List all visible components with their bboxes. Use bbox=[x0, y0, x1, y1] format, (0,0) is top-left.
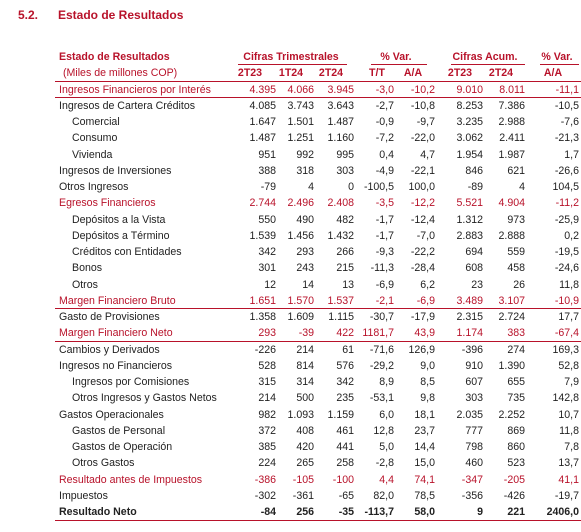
table-subtitle: (Miles de millones COP) bbox=[63, 67, 178, 80]
row-value: 4,7 bbox=[420, 148, 435, 161]
row-value: 607 bbox=[465, 376, 483, 388]
row-value: -356 bbox=[461, 489, 483, 502]
row-value: 43,9 bbox=[414, 327, 435, 340]
row-value: -11,2 bbox=[555, 197, 579, 210]
row-label: Comercial bbox=[72, 116, 120, 128]
row-value: 1.987 bbox=[498, 148, 525, 161]
group-cifras-acum: Cifras Acum. bbox=[452, 51, 518, 63]
row-value: 4,4 bbox=[379, 473, 394, 486]
row-value: 78,5 bbox=[414, 489, 435, 502]
row-value: 243 bbox=[296, 262, 314, 275]
row-value: 1.159 bbox=[327, 408, 354, 421]
row-value: 1.954 bbox=[456, 148, 483, 161]
row-value: 1.432 bbox=[327, 229, 354, 242]
row-label: Vivienda bbox=[72, 148, 113, 161]
row-value: 1.539 bbox=[249, 229, 276, 242]
row-label: Depósitos a Término bbox=[72, 229, 170, 242]
row-value: 6,2 bbox=[420, 278, 435, 291]
row-value: -1,7 bbox=[375, 229, 394, 242]
col-acum-2t24: 2T24 bbox=[488, 67, 514, 80]
row-value: 9.010 bbox=[456, 83, 483, 96]
row-value: 274 bbox=[507, 343, 525, 356]
row-value: 4 bbox=[308, 181, 314, 193]
row-value: -10,9 bbox=[554, 294, 579, 307]
row-value: 973 bbox=[507, 213, 525, 226]
row-value: -7,2 bbox=[375, 132, 394, 145]
row-value: 82,0 bbox=[373, 489, 394, 502]
row-value: 256 bbox=[296, 506, 314, 518]
row-value: -302 bbox=[254, 489, 276, 502]
row-value: 7,9 bbox=[564, 376, 579, 388]
row-value: 420 bbox=[296, 441, 314, 453]
row-value: -1,7 bbox=[375, 213, 394, 226]
row-value: 301 bbox=[258, 262, 276, 275]
row-value: 422 bbox=[336, 327, 354, 340]
group-var-acum: % Var. bbox=[541, 51, 573, 63]
row-value: 1.651 bbox=[249, 294, 276, 307]
row-value: 910 bbox=[465, 359, 483, 372]
row-value: -9,3 bbox=[375, 246, 394, 258]
row-value: 550 bbox=[258, 213, 276, 226]
row-value: 735 bbox=[507, 392, 525, 405]
row-value: 694 bbox=[465, 246, 483, 258]
row-value: 23 bbox=[471, 278, 483, 291]
col-1t24: 1T24 bbox=[278, 67, 304, 80]
row-value: 500 bbox=[296, 392, 314, 405]
row-value: -19,5 bbox=[554, 246, 579, 258]
group-var-trimestral: % Var. bbox=[380, 51, 412, 63]
row-value: -205 bbox=[503, 473, 525, 486]
row-value: 6,0 bbox=[379, 408, 394, 421]
row-value: -3,5 bbox=[375, 197, 394, 210]
row-value: 846 bbox=[465, 164, 483, 177]
row-value: 2.252 bbox=[498, 408, 525, 421]
row-value: 142,8 bbox=[552, 392, 579, 405]
col-aa: A/A bbox=[403, 67, 423, 80]
row-value: -22,1 bbox=[410, 164, 435, 177]
row-value: 58,0 bbox=[414, 506, 435, 518]
row-value: -10,2 bbox=[410, 83, 435, 96]
section-title: Estado de Resultados bbox=[58, 8, 184, 22]
row-value: -347 bbox=[461, 473, 483, 486]
row-value: -19,7 bbox=[554, 489, 579, 502]
row-value: 18,1 bbox=[414, 408, 435, 421]
row-value: 2406,0 bbox=[546, 506, 579, 518]
row-value: 215 bbox=[336, 262, 354, 275]
row-value: 388 bbox=[258, 164, 276, 177]
row-value: -426 bbox=[503, 489, 525, 502]
row-value: -35 bbox=[338, 506, 354, 518]
row-value: -79 bbox=[260, 181, 276, 193]
row-value: 1.358 bbox=[249, 311, 276, 323]
row-label: Consumo bbox=[72, 132, 118, 145]
row-value: 7,8 bbox=[564, 441, 579, 453]
row-label: Egresos Financieros bbox=[59, 197, 156, 210]
col-tt: T/T bbox=[369, 67, 385, 80]
row-value: -0,9 bbox=[375, 116, 394, 128]
row-value: -22,2 bbox=[410, 246, 435, 258]
row-value: 0,2 bbox=[564, 229, 579, 242]
row-value: 1.115 bbox=[328, 311, 354, 323]
row-label: Otros Ingresos bbox=[59, 181, 129, 193]
row-value: 61 bbox=[342, 343, 354, 356]
row-value: 2.411 bbox=[499, 132, 525, 145]
row-value: 860 bbox=[507, 441, 525, 453]
row-value: 1.487 bbox=[327, 116, 354, 128]
row-value: -65 bbox=[338, 489, 354, 502]
row-value: 4.085 bbox=[249, 99, 276, 112]
row-value: 7.386 bbox=[498, 99, 525, 112]
row-value: 13,7 bbox=[558, 457, 579, 470]
row-value: -17,9 bbox=[410, 311, 435, 323]
row-value: 1.537 bbox=[327, 294, 354, 307]
row-value: 461 bbox=[336, 424, 354, 437]
row-value: 13 bbox=[342, 278, 354, 291]
row-value: 3.643 bbox=[327, 99, 354, 112]
row-value: -10,5 bbox=[554, 99, 579, 112]
col-2t24: 2T24 bbox=[318, 67, 344, 80]
row-label: Ingresos Financieros por Interés bbox=[59, 83, 211, 96]
row-value: 383 bbox=[507, 327, 525, 340]
row-value: 17,7 bbox=[558, 311, 579, 323]
row-value: 8,5 bbox=[420, 376, 435, 388]
row-value: 408 bbox=[296, 424, 314, 437]
row-value: 0,4 bbox=[379, 148, 394, 161]
row-value: -67,4 bbox=[554, 327, 579, 340]
row-separator bbox=[55, 520, 581, 521]
row-value: -22,0 bbox=[410, 132, 435, 145]
row-value: 1.312 bbox=[456, 213, 483, 226]
row-value: 2.988 bbox=[498, 116, 525, 128]
row-value: 258 bbox=[336, 457, 354, 470]
row-value: 4 bbox=[519, 181, 525, 193]
row-value: 982 bbox=[258, 408, 276, 421]
row-label: Cambios y Derivados bbox=[59, 343, 160, 356]
row-value: 303 bbox=[465, 392, 483, 405]
row-value: 2.035 bbox=[456, 408, 483, 421]
row-label: Margen Financiero Neto bbox=[59, 327, 173, 340]
row-value: 342 bbox=[336, 376, 354, 388]
row-value: -361 bbox=[292, 489, 314, 502]
row-value: -226 bbox=[254, 343, 276, 356]
row-value: -29,2 bbox=[369, 359, 394, 372]
row-value: 3.062 bbox=[456, 132, 483, 145]
row-value: 523 bbox=[507, 457, 525, 470]
row-value: 2.744 bbox=[249, 197, 276, 210]
row-value: -2,1 bbox=[375, 294, 394, 307]
row-value: 1.647 bbox=[249, 116, 276, 128]
row-value: 814 bbox=[296, 359, 314, 372]
section-number: 5.2. bbox=[18, 8, 39, 22]
row-label: Otros Gastos bbox=[72, 457, 135, 470]
row-value: 385 bbox=[258, 441, 276, 453]
row-value: 235 bbox=[336, 392, 354, 405]
row-value: 14 bbox=[302, 278, 314, 291]
row-value: 995 bbox=[336, 148, 354, 161]
row-value: -11,1 bbox=[555, 83, 579, 96]
row-value: 11,8 bbox=[559, 424, 579, 437]
row-value: -10,8 bbox=[410, 99, 435, 112]
row-value: 104,5 bbox=[552, 181, 579, 193]
row-value: -12,4 bbox=[410, 213, 435, 226]
row-value: -100,5 bbox=[363, 181, 394, 193]
row-label: Ingresos de Cartera Créditos bbox=[59, 99, 196, 112]
row-value: -396 bbox=[461, 343, 483, 356]
row-value: 3.743 bbox=[287, 99, 314, 112]
row-value: -30,7 bbox=[369, 311, 394, 323]
row-value: 1.501 bbox=[287, 116, 314, 128]
row-value: 266 bbox=[336, 246, 354, 258]
row-value: -3,0 bbox=[375, 83, 394, 96]
row-value: 52,8 bbox=[558, 359, 579, 372]
row-value: -24,6 bbox=[554, 262, 579, 275]
row-value: 318 bbox=[296, 164, 314, 177]
col-2t23: 2T23 bbox=[237, 67, 263, 80]
row-value: -89 bbox=[467, 181, 483, 193]
row-value: -9,7 bbox=[416, 116, 435, 128]
row-value: 798 bbox=[465, 441, 483, 453]
row-value: -39 bbox=[298, 327, 314, 340]
row-label: Gastos de Personal bbox=[72, 424, 166, 437]
row-value: -7,0 bbox=[416, 229, 435, 242]
row-value: 951 bbox=[258, 148, 276, 161]
row-value: 5.521 bbox=[456, 197, 483, 210]
row-value: 992 bbox=[296, 148, 314, 161]
row-value: 9,8 bbox=[420, 392, 435, 405]
row-value: 1.174 bbox=[456, 327, 483, 340]
row-value: 214 bbox=[258, 392, 276, 405]
row-value: 2.315 bbox=[456, 311, 483, 323]
row-value: 608 bbox=[465, 262, 483, 275]
row-value: 0 bbox=[348, 181, 354, 193]
row-value: 303 bbox=[336, 164, 354, 177]
row-value: -2,8 bbox=[375, 457, 394, 470]
row-value: 1.390 bbox=[498, 359, 525, 372]
row-value: 3.489 bbox=[456, 294, 483, 307]
row-value: 621 bbox=[507, 164, 525, 177]
row-value: 23,7 bbox=[414, 424, 435, 437]
row-value: 9 bbox=[477, 506, 483, 518]
row-label: Impuestos bbox=[59, 489, 108, 502]
row-value: 293 bbox=[296, 246, 314, 258]
row-label: Créditos con Entidades bbox=[72, 246, 182, 258]
row-value: 1.160 bbox=[327, 132, 354, 145]
row-value: -2,7 bbox=[375, 99, 394, 112]
row-value: 14,4 bbox=[414, 441, 435, 453]
group-cifras-trimestrales: Cifras Trimestrales bbox=[243, 51, 339, 63]
row-label: Gastos de Operación bbox=[72, 441, 173, 453]
row-value: 5,0 bbox=[379, 441, 394, 453]
row-value: 41,1 bbox=[558, 473, 579, 486]
row-label: Margen Financiero Bruto bbox=[59, 294, 176, 307]
col-acum-aa: A/A bbox=[543, 67, 563, 80]
row-value: 3.945 bbox=[327, 83, 354, 96]
row-label: Ingresos no Financieros bbox=[59, 359, 173, 372]
row-value: 4.904 bbox=[498, 197, 525, 210]
row-value: 559 bbox=[507, 246, 525, 258]
row-value: -12,2 bbox=[410, 197, 435, 210]
row-value: 458 bbox=[507, 262, 525, 275]
row-value: 12 bbox=[264, 278, 276, 291]
row-value: 1.570 bbox=[287, 294, 314, 307]
row-value: -28,4 bbox=[410, 262, 435, 275]
row-value: -113,7 bbox=[364, 506, 394, 518]
row-value: 314 bbox=[296, 376, 314, 388]
row-value: 2.888 bbox=[498, 229, 525, 242]
row-label: Resultado Neto bbox=[59, 506, 137, 518]
row-value: -53,1 bbox=[369, 392, 394, 405]
row-value: -26,6 bbox=[554, 164, 579, 177]
row-value: 214 bbox=[296, 343, 314, 356]
row-value: 1.487 bbox=[249, 132, 276, 145]
row-value: 1.093 bbox=[287, 408, 314, 421]
row-value: 221 bbox=[507, 506, 525, 518]
row-value: -105 bbox=[292, 473, 314, 486]
row-label: Gasto de Provisiones bbox=[59, 311, 160, 323]
table-title: Estado de Resultados bbox=[59, 51, 170, 63]
row-value: -6,9 bbox=[375, 278, 394, 291]
row-value: 8,9 bbox=[379, 376, 394, 388]
row-value: -6,9 bbox=[416, 294, 435, 307]
row-value: 1181,7 bbox=[362, 327, 394, 340]
row-value: 482 bbox=[336, 213, 354, 226]
row-value: -11,3 bbox=[370, 262, 394, 275]
row-value: 576 bbox=[336, 359, 354, 372]
row-value: 8.011 bbox=[499, 83, 525, 96]
row-value: 126,9 bbox=[408, 343, 435, 356]
row-value: 12,8 bbox=[373, 424, 394, 437]
row-value: -21,3 bbox=[554, 132, 579, 145]
row-value: 777 bbox=[465, 424, 483, 437]
row-value: 2.883 bbox=[456, 229, 483, 242]
row-value: 1.251 bbox=[287, 132, 314, 145]
row-value: 315 bbox=[258, 376, 276, 388]
row-label: Gastos Operacionales bbox=[59, 408, 164, 421]
row-value: 265 bbox=[296, 457, 314, 470]
row-value: 2.408 bbox=[327, 197, 354, 210]
row-value: -386 bbox=[254, 473, 276, 486]
row-value: 169,3 bbox=[552, 343, 579, 356]
row-value: 3.235 bbox=[456, 116, 483, 128]
row-label: Ingresos por Comisiones bbox=[72, 376, 190, 388]
row-value: 26 bbox=[513, 278, 525, 291]
row-value: 1.456 bbox=[287, 229, 314, 242]
row-value: -71,6 bbox=[369, 343, 394, 356]
row-value: 528 bbox=[258, 359, 276, 372]
row-value: 2.496 bbox=[287, 197, 314, 210]
row-value: 100,0 bbox=[408, 181, 435, 193]
row-value: 224 bbox=[258, 457, 276, 470]
row-value: 1,7 bbox=[564, 148, 579, 161]
row-separator bbox=[55, 81, 581, 82]
row-value: -25,9 bbox=[554, 213, 579, 226]
row-value: 74,1 bbox=[414, 473, 435, 486]
section-heading bbox=[18, 8, 183, 22]
row-value: 460 bbox=[465, 457, 483, 470]
row-label: Otros bbox=[72, 278, 98, 291]
row-label: Otros Ingresos y Gastos Netos bbox=[72, 392, 217, 405]
row-value: 372 bbox=[258, 424, 276, 437]
row-value: 2.724 bbox=[498, 311, 525, 323]
row-value: 1.609 bbox=[287, 311, 314, 323]
row-value: 441 bbox=[336, 441, 354, 453]
row-value: -84 bbox=[260, 506, 276, 518]
row-label: Resultado antes de Impuestos bbox=[59, 473, 203, 486]
row-value: -4,9 bbox=[375, 164, 394, 177]
row-value: 490 bbox=[296, 213, 314, 226]
row-value: 10,7 bbox=[558, 408, 579, 421]
row-label: Bonos bbox=[72, 262, 103, 275]
row-value: 869 bbox=[507, 424, 525, 437]
row-value: 342 bbox=[258, 246, 276, 258]
row-value: 293 bbox=[258, 327, 276, 340]
row-value: -100 bbox=[332, 473, 354, 486]
row-value: 15,0 bbox=[414, 457, 435, 470]
row-value: -7,6 bbox=[560, 116, 579, 128]
row-value: 4.066 bbox=[287, 83, 314, 96]
row-value: 4.395 bbox=[249, 83, 276, 96]
row-value: 655 bbox=[507, 376, 525, 388]
row-label: Ingresos de Inversiones bbox=[59, 164, 172, 177]
row-value: 11,8 bbox=[559, 278, 579, 291]
row-label: Depósitos a la Vista bbox=[72, 213, 166, 226]
row-value: 9,0 bbox=[420, 359, 435, 372]
row-value: 3.107 bbox=[498, 294, 525, 307]
row-value: 8.253 bbox=[456, 99, 483, 112]
col-acum-2t23: 2T23 bbox=[447, 67, 473, 80]
